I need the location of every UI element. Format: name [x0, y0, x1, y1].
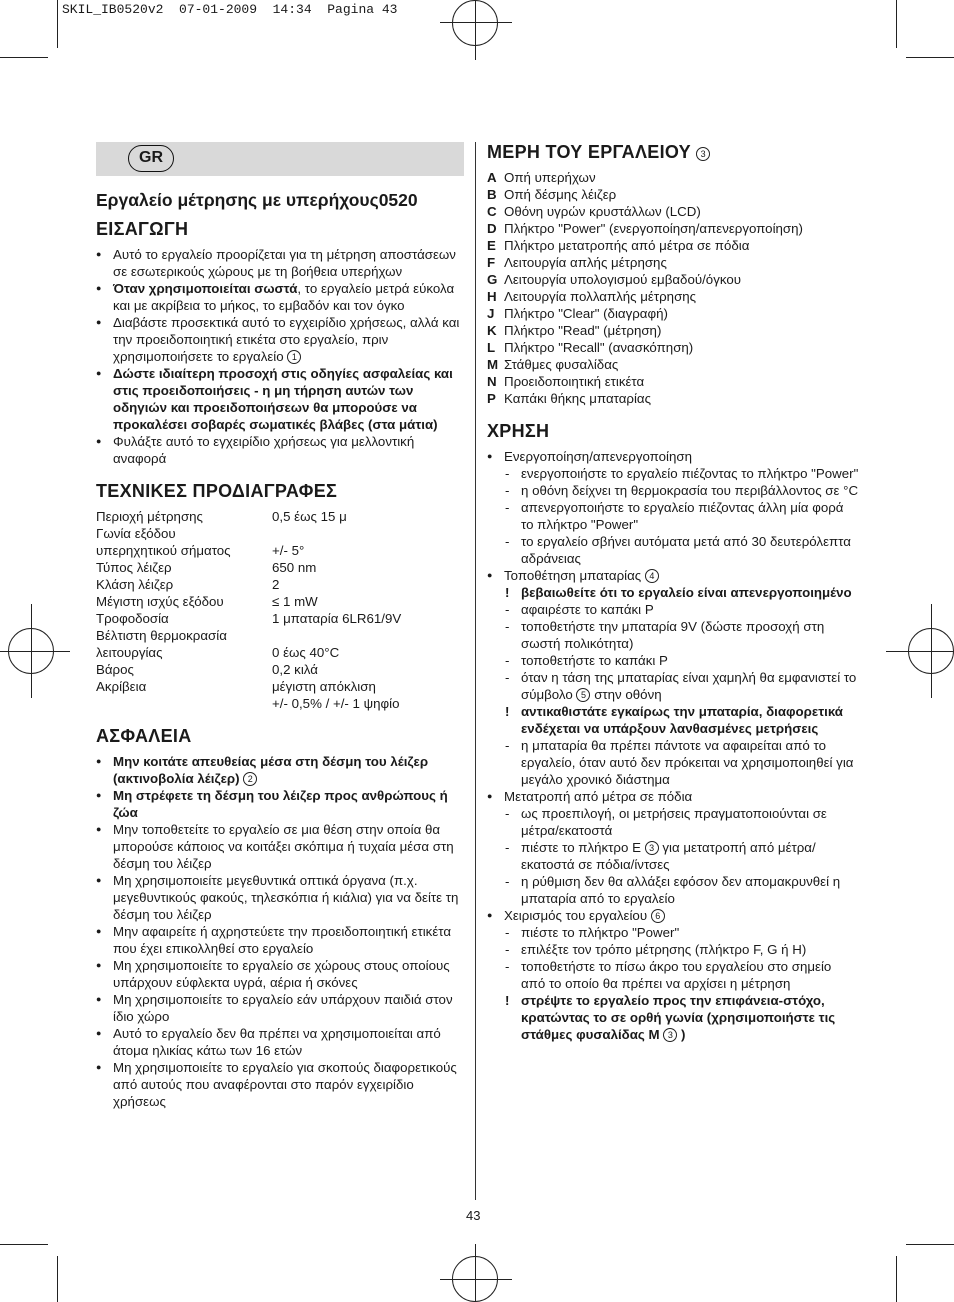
spec-label: υπερηχητικού σήματος: [96, 543, 231, 558]
part-letter: J: [487, 306, 495, 321]
part-label: Πλήκτρο "Clear" (διαγραφή): [504, 306, 668, 321]
specs-section: [96, 481, 464, 712]
use-sub-item: [487, 669, 859, 703]
intro-item: [96, 246, 464, 280]
part-item: [487, 220, 859, 237]
part-label: Λειτουργία πολλαπλής μέτρησης: [504, 289, 697, 304]
item-text: επιλέξτε τον τρόπο μέτρησης (πλήκτρο F, G ή H): [521, 942, 807, 957]
safety-item: [96, 787, 464, 821]
bold-text: Δώστε ιδιαίτερη προσοχή στις οδηγίες ασφαλείας και στις προειδοποιήσεις - η μη τήρηση αυτών των οδηγιών και προειδοποιήσεων θα μπορούσε να προκαλέσει σοβαρές σωματικές βλάβες (στα μάτια): [113, 366, 453, 432]
part-label: Πλήκτρο "Recall" (ανασκόπηση): [504, 340, 694, 355]
print-slug: SKIL_IB0520v2 07-01-2009 14:34 Pagina 43: [62, 2, 398, 17]
part-item: [487, 254, 859, 271]
use-section: [487, 421, 859, 1043]
spec-value: [272, 525, 401, 542]
part-item: [487, 390, 859, 407]
use-sub-item: [487, 601, 859, 618]
safety-heading: ΑΣΦΑΛΕΙΑ: [96, 726, 192, 746]
spec-value: 0 έως 40°C: [272, 645, 340, 660]
use-sub-item: [487, 805, 859, 839]
item-text: , το εργαλείο μετρά εύκολα και με ακρίβεια το μήκος, το εμβαδόν και τον όγκο: [113, 281, 455, 313]
item-text: πιέστε το πλήκτρο E: [521, 840, 641, 855]
part-label: Οθόνη υγρών κρυστάλλων (LCD): [504, 204, 701, 219]
part-label: Πλήκτρο "Power" (ενεργοποίηση/απενεργοποίηση): [504, 221, 803, 236]
item-text: Μη χρησιμοποιείτε το εργαλείο εάν υπάρχουν παιδιά στον ίδιο χώρο: [113, 992, 453, 1024]
part-item: [487, 373, 859, 390]
part-label: Πλήκτρο "Read" (μέτρηση): [504, 323, 662, 338]
use-sub-item: [487, 737, 859, 788]
part-label: Οπή δέσμης λέιζερ: [504, 187, 617, 202]
part-letter: H: [487, 289, 497, 304]
item-text: απενεργοποιήστε το εργαλείο πιέζοντας άλλη μία φορά το πλήκτρο "Power": [521, 500, 844, 532]
language-bar: [96, 142, 464, 176]
item-text: Αυτό το εργαλείο προορίζεται για τη μέτρηση αποστάσεων σε εσωτερικούς χώρους με τη βοήθεια υπερήχων: [113, 247, 456, 279]
item-text-after: ): [681, 1027, 686, 1042]
part-item: [487, 356, 859, 373]
use-sub-item: [487, 652, 859, 669]
spec-value: μέγιστη απόκλιση: [272, 679, 376, 694]
item-text: στρέψτε το εργαλείο προς την επιφάνεια-στόχο, κρατώντας το σε ορθή γωνία (χρησιμοποιήστε τις στάθμες φυσαλίδας M: [521, 993, 836, 1042]
spec-value: 2: [272, 577, 280, 592]
use-heading: ΧΡΗΣΗ: [487, 421, 550, 441]
spec-row: [96, 525, 401, 542]
part-item: [487, 203, 859, 220]
intro-heading: ΕΙΣΑΓΩΓΗ: [96, 219, 189, 239]
item-text: η ρύθμιση δεν θα αλλάξει εφόσον δεν απομακρυνθεί η μπαταρία από το εργαλείο: [521, 874, 841, 906]
use-sub-item: [487, 618, 859, 652]
part-letter: P: [487, 391, 496, 406]
part-letter: D: [487, 221, 497, 236]
figure-ref: 3: [663, 1028, 677, 1042]
item-text: Ενεργοποίηση/απενεργοποίηση: [504, 449, 693, 464]
spec-row: [96, 627, 401, 644]
spec-value: [272, 627, 401, 644]
spec-row: [96, 508, 401, 525]
page-number: 43: [466, 1208, 481, 1223]
use-sub-item: [487, 941, 859, 958]
parts-section: [487, 142, 859, 407]
part-letter: B: [487, 187, 497, 202]
figure-ref: 6: [651, 909, 665, 923]
document-title: Εργαλείο μέτρησης με υπερήχους0520: [96, 190, 418, 210]
item-text: Διαβάστε προσεκτικά αυτό το εγχειρίδιο χρήσεως, αλλά και την προειδοποιητική ετικέτα στο εργαλείο, πριν χρησιμοποιήσετε το εργαλείο: [113, 315, 460, 364]
safety-item: [96, 957, 464, 991]
figure-ref: 4: [645, 569, 659, 583]
item-text: όταν η τάση της μπαταρίας είναι χαμηλή θα εμφανιστεί το σύμβολο: [521, 670, 857, 702]
item-text: η μπαταρία θα πρέπει πάντοτε να αφαιρείται από το εργαλείο, όταν αυτό δεν πρόκειται να χρησιμοποιηθεί για μεγάλο χρονικό διάστημα: [521, 738, 854, 787]
spec-label: Βέλτιστη θερμοκρασία: [96, 628, 227, 643]
safety-item: [96, 1059, 464, 1110]
use-bul-item: [487, 907, 859, 924]
spec-value: 0,2 κιλά: [272, 662, 318, 677]
spec-row: [96, 559, 401, 576]
use-warn-item: [487, 584, 859, 601]
part-letter: C: [487, 204, 497, 219]
item-text: Μη χρησιμοποιείτε μεγεθυντικά οπτικά όργανα (π.χ. μεγεθυντικούς φακούς, τηλεσκόπια ή κιάλια) για να δείτε τη δέσμη του λέιζερ: [113, 873, 459, 922]
item-text: Χειρισμός του εργαλείου: [504, 908, 648, 923]
part-label: Πλήκτρο μετατροπής από μέτρα σε πόδια: [504, 238, 750, 253]
parts-heading-text: ΜΕΡΗ ΤΟΥ ΕΡΓΑΛΕΙΟΥ: [487, 142, 691, 162]
specs-heading: ΤΕΧΝΙΚΕΣ ΠΡΟΔΙΑΓΡΑΦΕΣ: [96, 481, 338, 501]
spec-label: Κλάση λέιζερ: [96, 577, 174, 592]
figure-ref: 5: [576, 688, 590, 702]
use-bul-item: [487, 448, 859, 465]
spec-label: Τύπος λέιζερ: [96, 560, 172, 575]
spec-label: Γωνία εξόδου: [96, 526, 176, 541]
safety-item: [96, 753, 464, 787]
use-sub-item: [487, 533, 859, 567]
intro-item: [96, 280, 464, 314]
figure-ref: 1: [287, 350, 301, 364]
spec-row: [96, 593, 401, 610]
part-label: Οπή υπερήχων: [504, 170, 596, 185]
intro-section: [96, 219, 464, 467]
use-sub-item: [487, 873, 859, 907]
spec-row: [96, 576, 401, 593]
use-warn-item: [487, 703, 859, 737]
item-text: Αυτό το εργαλείο δεν θα πρέπει να χρησιμοποιείται από άτομα ηλικίας κάτω των 16 ετών: [113, 1026, 441, 1058]
intro-list: [96, 246, 464, 467]
use-bul-item: [487, 567, 859, 584]
part-label: Καπάκι θήκης μπαταρίας: [504, 391, 651, 406]
specs-table: [96, 508, 401, 712]
use-warn-item: [487, 992, 859, 1043]
part-item: [487, 169, 859, 186]
use-sub-item: [487, 958, 859, 992]
part-item: [487, 237, 859, 254]
intro-item: [96, 314, 464, 365]
item-text: το εργαλείο σβήνει αυτόματα μετά από 30 δευτερόλεπτα αδράνειας: [521, 534, 851, 566]
right-column: [487, 142, 859, 1057]
item-text: αφαιρέστε το καπάκι P: [521, 602, 654, 617]
part-label: Λειτουργία απλής μέτρησης: [504, 255, 667, 270]
bold-text: Μην κοιτάτε απευθείας μέσα στη δέσμη του λέιζερ (ακτινοβολία λέιζερ): [113, 754, 429, 786]
item-text: πιέστε το πλήκτρο "Power": [521, 925, 680, 940]
part-label: Προειδοποιητική ετικέτα: [504, 374, 645, 389]
part-letter: N: [487, 374, 497, 389]
safety-item: [96, 1025, 464, 1059]
part-letter: L: [487, 340, 496, 355]
use-sub-item: [487, 482, 859, 499]
part-letter: F: [487, 255, 496, 270]
spec-label: Ακρίβεια: [96, 679, 147, 694]
item-text: Μη χρησιμοποιείτε το εργαλείο για σκοπούς διαφορετικούς από αυτούς που αναφέρονται στο παρόν εγχειρίδιο χρήσεως: [113, 1060, 457, 1109]
item-text: Μην τοποθετείτε το εργαλείο σε μια θέση στην οποία θα μπορούσε κάποιος να κοιτάξει σκόπιμα ή τυχαία μέσα στη δέσμη του λέιζερ: [113, 822, 454, 871]
spec-label: λειτουργίας: [96, 645, 163, 660]
spec-label: Βάρος: [96, 662, 134, 677]
use-sub-item: [487, 465, 859, 482]
spec-row: [96, 678, 401, 695]
part-item: [487, 288, 859, 305]
part-item: [487, 186, 859, 203]
intro-item: [96, 433, 464, 467]
part-label: Στάθμες φυσαλίδας: [504, 357, 619, 372]
spec-label: [96, 695, 272, 712]
spec-row: [96, 661, 401, 678]
item-text-after: για μετατροπή από μέτρα/εκατοστά σε πόδια/ίντσες: [521, 840, 816, 872]
spec-value: ≤ 1 mW: [272, 594, 318, 609]
spec-label: Τροφοδοσία: [96, 611, 169, 626]
item-text: αντικαθιστάτε εγκαίρως την μπαταρία, διαφορετικά ενδέχεται να υπάρξουν λανθασμένες μετρήσεις: [521, 704, 843, 736]
parts-heading: [487, 142, 859, 163]
spec-label: Περιοχή μέτρησης: [96, 509, 203, 524]
left-column: [96, 142, 464, 1124]
spec-value: 0,5 έως 15 μ: [272, 509, 347, 524]
item-text-after: στην οθόνη: [594, 687, 662, 702]
item-text: η οθόνη δείχνει τη θερμοκρασία του περιβάλλοντος σε °C: [521, 483, 859, 498]
use-bul-item: [487, 788, 859, 805]
part-item: [487, 322, 859, 339]
part-item: [487, 305, 859, 322]
part-letter: A: [487, 170, 497, 185]
safety-item: [96, 991, 464, 1025]
item-text: βεβαιωθείτε ότι το εργαλείο είναι απενεργοποιημένο: [521, 585, 852, 600]
part-letter: G: [487, 272, 498, 287]
figure-ref: 2: [243, 772, 257, 786]
item-text: Τοποθέτηση μπαταρίας: [504, 568, 642, 583]
safety-item: [96, 923, 464, 957]
part-letter: E: [487, 238, 496, 253]
spec-row: [96, 542, 401, 559]
item-text: τοποθετήστε την μπαταρία 9V (δώστε προσοχή στη σωστή πολικότητα): [521, 619, 825, 651]
spec-row: [96, 610, 401, 627]
intro-item: [96, 365, 464, 433]
spec-row: [96, 695, 401, 712]
safety-section: [96, 726, 464, 1110]
safety-list: [96, 753, 464, 1110]
column-divider: [475, 142, 476, 1200]
item-text: ενεργοποιήστε το εργαλείο πιέζοντας το πλήκτρο "Power": [521, 466, 859, 481]
language-badge: GR: [128, 145, 174, 172]
use-list: [487, 448, 859, 1043]
bold-text: Όταν χρησιμοποιείται σωστά: [113, 281, 298, 296]
item-text: τοποθετήστε το πίσω άκρο του εργαλείου στο σημείο από το οποίο θα πρέπει να αρχίσει η μέτρηση: [521, 959, 832, 991]
part-item: [487, 339, 859, 356]
spec-row: [96, 644, 401, 661]
part-letter: K: [487, 323, 497, 338]
bold-text: Μη στρέφετε τη δέσμη του λέιζερ προς ανθρώπους ή ζώα: [113, 788, 448, 820]
use-sub-item: [487, 924, 859, 941]
item-text: Μετατροπή από μέτρα σε πόδια: [504, 789, 693, 804]
spec-value: +/- 5°: [272, 543, 305, 558]
item-text: Μη χρησιμοποιείτε το εργαλείο σε χώρους στους οποίους υπάρχουν εύφλεκτα υγρά, αέρια ή σκόνες: [113, 958, 450, 990]
item-text: τοποθετήστε το καπάκι P: [521, 653, 668, 668]
item-text: Φυλάξτε αυτό το εγχειρίδιο χρήσεως για μελλοντική αναφορά: [113, 434, 415, 466]
safety-item: [96, 821, 464, 872]
part-item: [487, 271, 859, 288]
part-label: Λειτουργία υπολογισμού εμβαδού/όγκου: [504, 272, 741, 287]
spec-label: Μέγιστη ισχύς εξόδου: [96, 594, 224, 609]
use-sub-item: [487, 499, 859, 533]
spec-value: 650 nm: [272, 560, 317, 575]
safety-item: [96, 872, 464, 923]
parts-list: [487, 169, 859, 407]
item-text: Μην αφαιρείτε ή αχρηστεύετε την προειδοποιητική ετικέτα που έχει επικολληθεί στο εργαλείο: [113, 924, 452, 956]
spec-value: 1 μπαταρία 6LR61/9V: [272, 611, 402, 626]
figure-ref: 3: [696, 147, 710, 161]
figure-ref: 3: [645, 841, 659, 855]
use-sub-item: [487, 839, 859, 873]
spec-value: +/- 0,5% / +/- 1 ψηφίο: [272, 696, 400, 711]
item-text: ως προεπιλογή, οι μετρήσεις πραγματοποιούνται σε μέτρα/εκατοστά: [521, 806, 827, 838]
part-letter: M: [487, 357, 499, 372]
